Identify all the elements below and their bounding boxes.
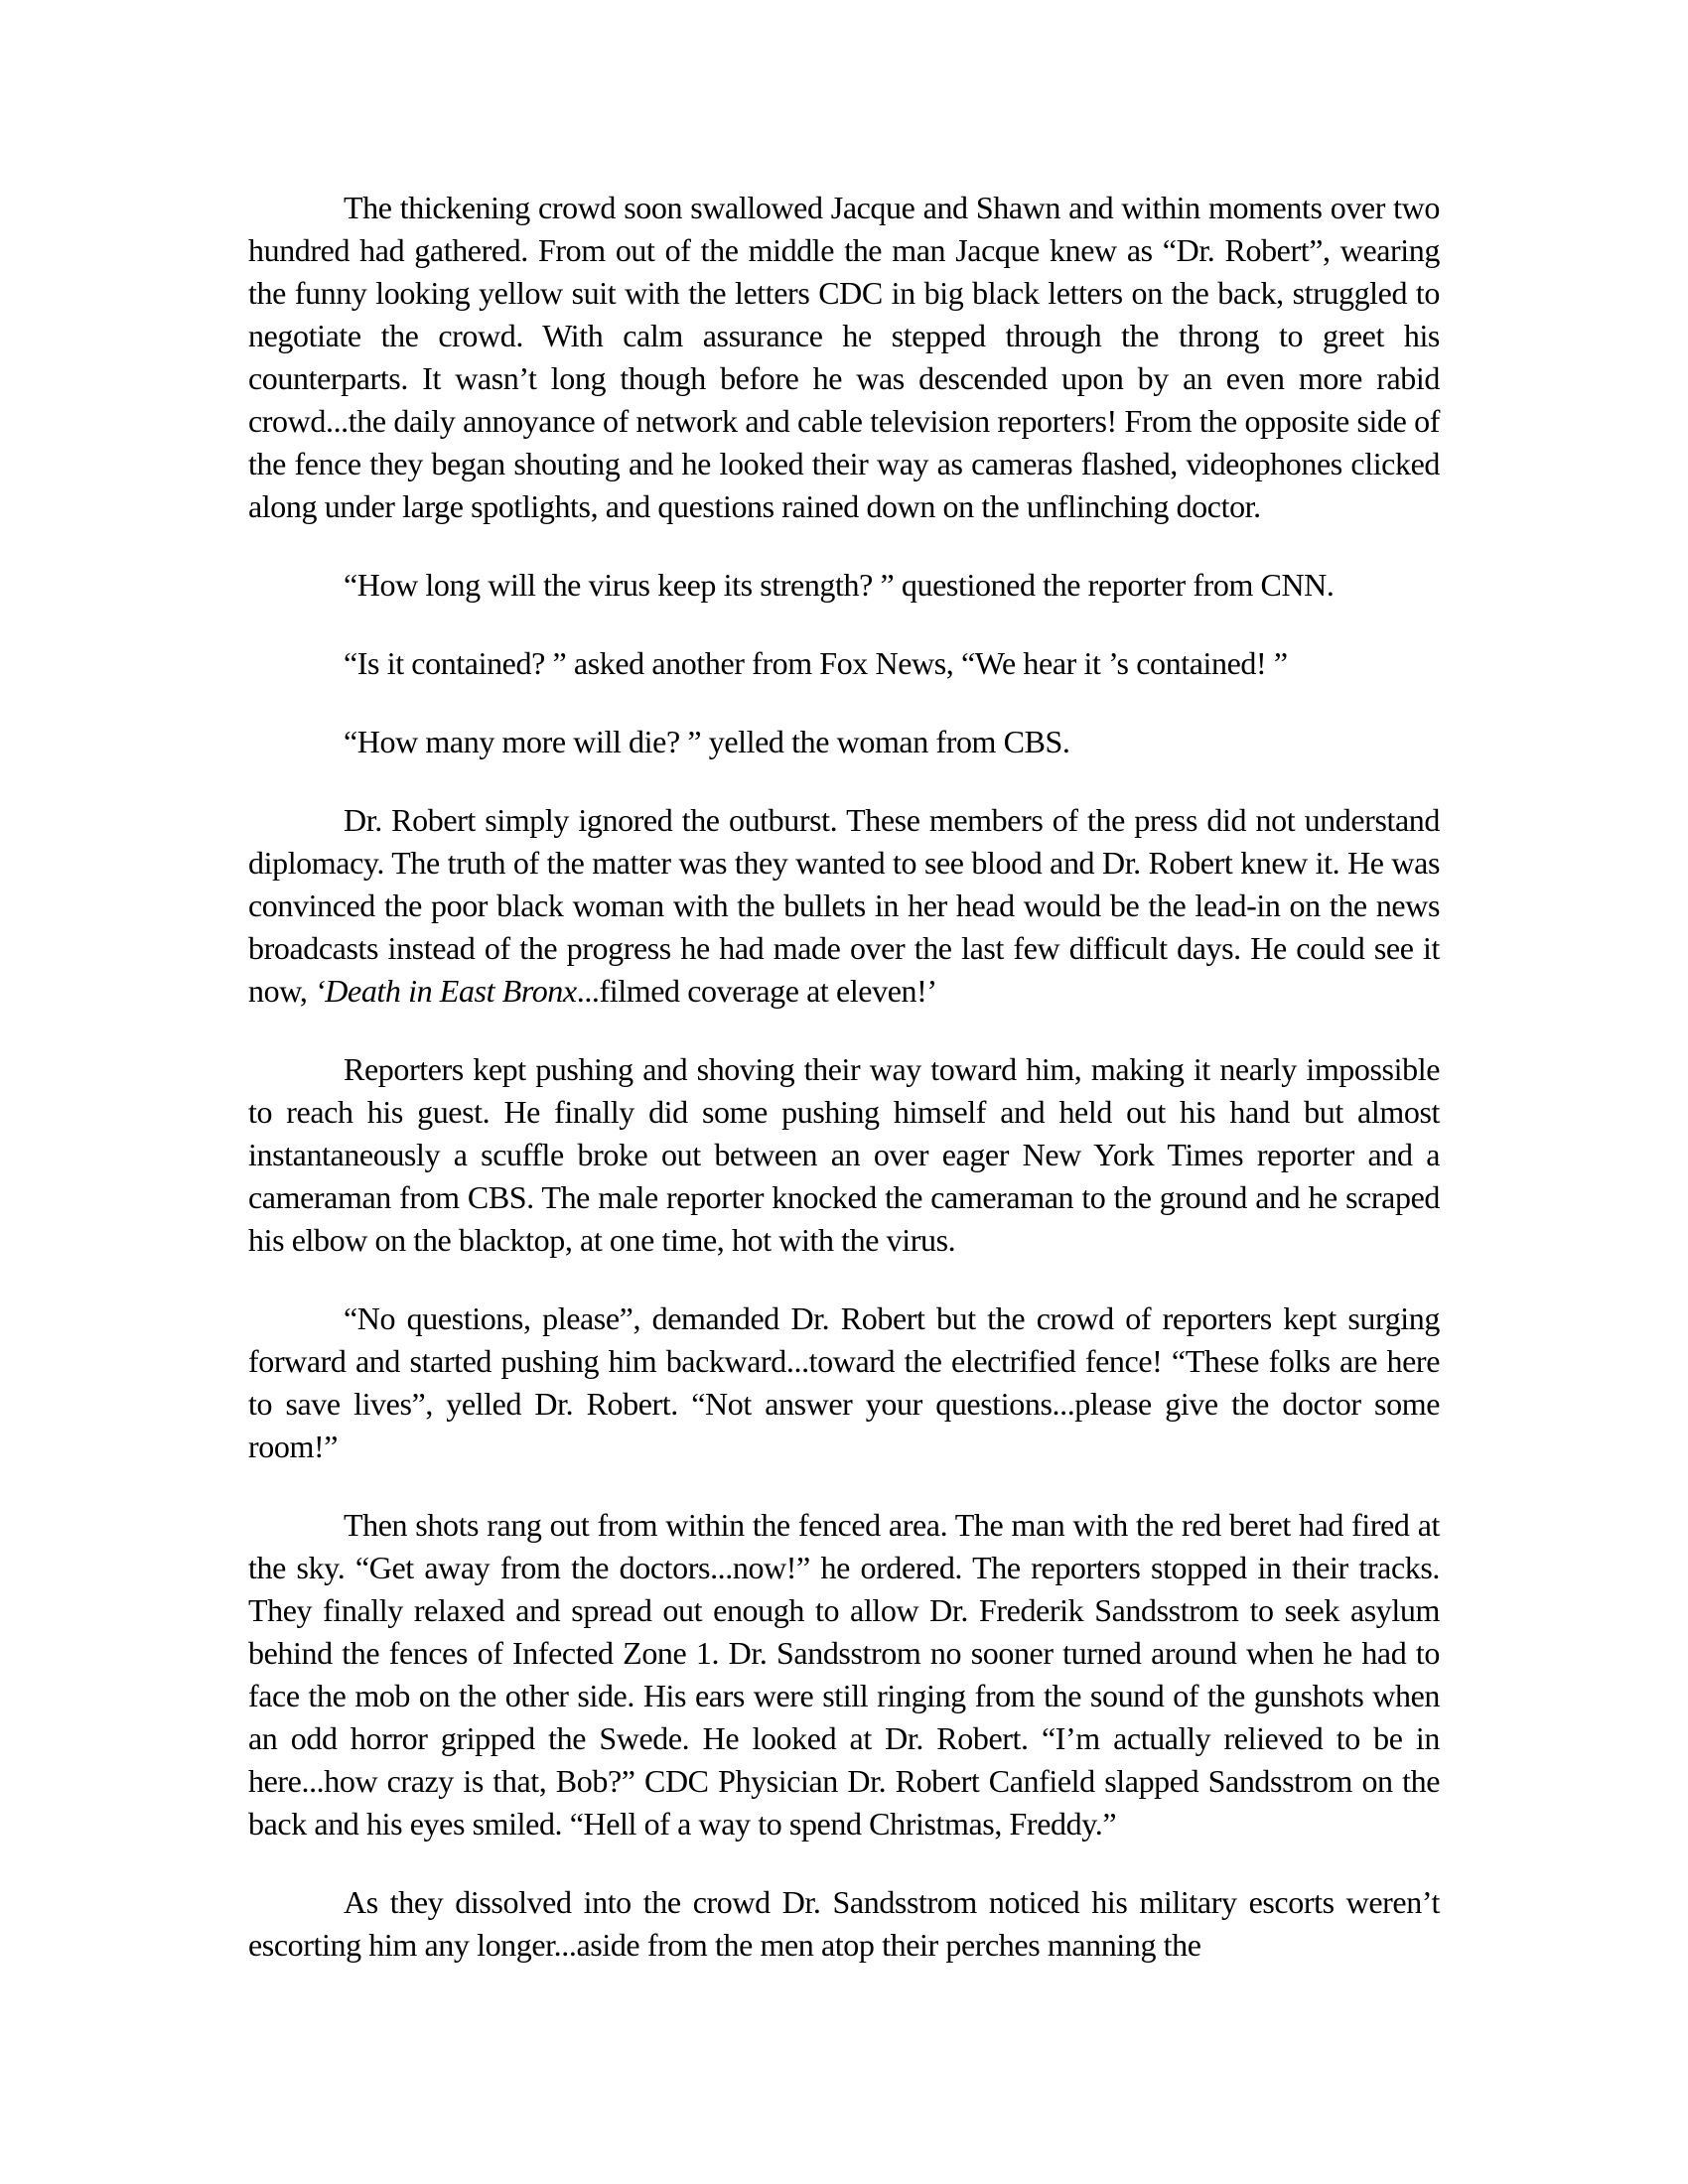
paragraph (248, 642, 1440, 685)
text-run: ...filmed coverage at eleven!’ (576, 973, 937, 1009)
paragraph (248, 187, 1440, 528)
paragraph (248, 1048, 1440, 1262)
text-run: Reporters kept pushing and shoving their way toward him, making it nearly impossible to reach his guest. He finally did some pushing himself and held out his hand but almost instantaneously a scuffle broke out between an over eager New York Times reporter and a cameraman from CBS. The male reporter knocked the cameraman to the ground and he scraped his elbow on the blacktop, at one time, hot with the virus. (248, 1051, 1440, 1258)
paragraph (248, 1504, 1440, 1845)
text-run: “How long will the virus keep its strength? ” questioned the reporter from CNN. (344, 567, 1335, 603)
paragraph (248, 1881, 1440, 1967)
text-run: Then shots rang out from within the fenced area. The man with the red beret had fired at the sky. “Get away from the doctors...now!” he ordered. The reporters stopped in their tracks. They finally relaxed and spread out enough to allow Dr. Frederik Sandsstrom to seek asylum behind the fences of Infected Zone 1. Dr. Sandsstrom no sooner turned around when he had to face the mob on the other side. His ears were still ringing from the sound of the gunshots when an odd horror gripped the Swede. He looked at Dr. Robert. “I’m actually relieved to be in here...how crazy is that, Bob?” CDC Physician Dr. Robert Canfield slapped Sandsstrom on the back and his eyes smiled. “Hell of a way to spend Christmas, Freddy.” (248, 1507, 1440, 1842)
paragraph (248, 721, 1440, 763)
paragraph (248, 799, 1440, 1013)
text-run: Dr. Robert simply ignored the outburst. These members of the press did not understand diplomacy. The truth of the matter was they wanted to see blood and Dr. Robert knew it. He was convinced the poor black woman with the bullets in her head would be the lead-in on the news broadcasts instead of the progress he had made over the last few difficult days. He could see it now, (248, 802, 1440, 1009)
paragraph (248, 564, 1440, 607)
italic-text-run: ‘Death in East Bronx (315, 973, 577, 1009)
text-run: “No questions, please”, demanded Dr. Robert but the crowd of reporters kept surging forward and started pushing him backward...toward the electrified fence! “These folks are here to save lives”, yelled Dr. Robert. “Not answer your questions...please give the doctor some room!” (248, 1300, 1440, 1464)
paragraph (248, 1297, 1440, 1468)
text-run: As they dissolved into the crowd Dr. Sandsstrom noticed his military escorts weren’t escorting him any longer...aside from the men atop their perches manning the (248, 1884, 1440, 1963)
text-block (248, 187, 1440, 1967)
text-run: “How many more will die? ” yelled the woman from CBS. (344, 724, 1070, 759)
text-run: “Is it contained? ” asked another from Fox News, “We hear it ’s contained! ” (344, 645, 1288, 681)
text-run: The thickening crowd soon swallowed Jacque and Shawn and within moments over two hundred had gathered. From out of the middle the man Jacque knew as “Dr. Robert”, wearing the funny looking yellow suit with the letters CDC in big black letters on the back, struggled to negotiate the crowd. With calm assurance he stepped through the throng to greet his counterparts. It wasn’t long though before he was descended upon by an even more rabid crowd...the daily annoyance of network and cable television reporters! From the opposite side of the fence they began shouting and he looked their way as cameras flashed, videophones clicked along under large spotlights, and questions rained down on the unflinching doctor. (248, 190, 1440, 524)
